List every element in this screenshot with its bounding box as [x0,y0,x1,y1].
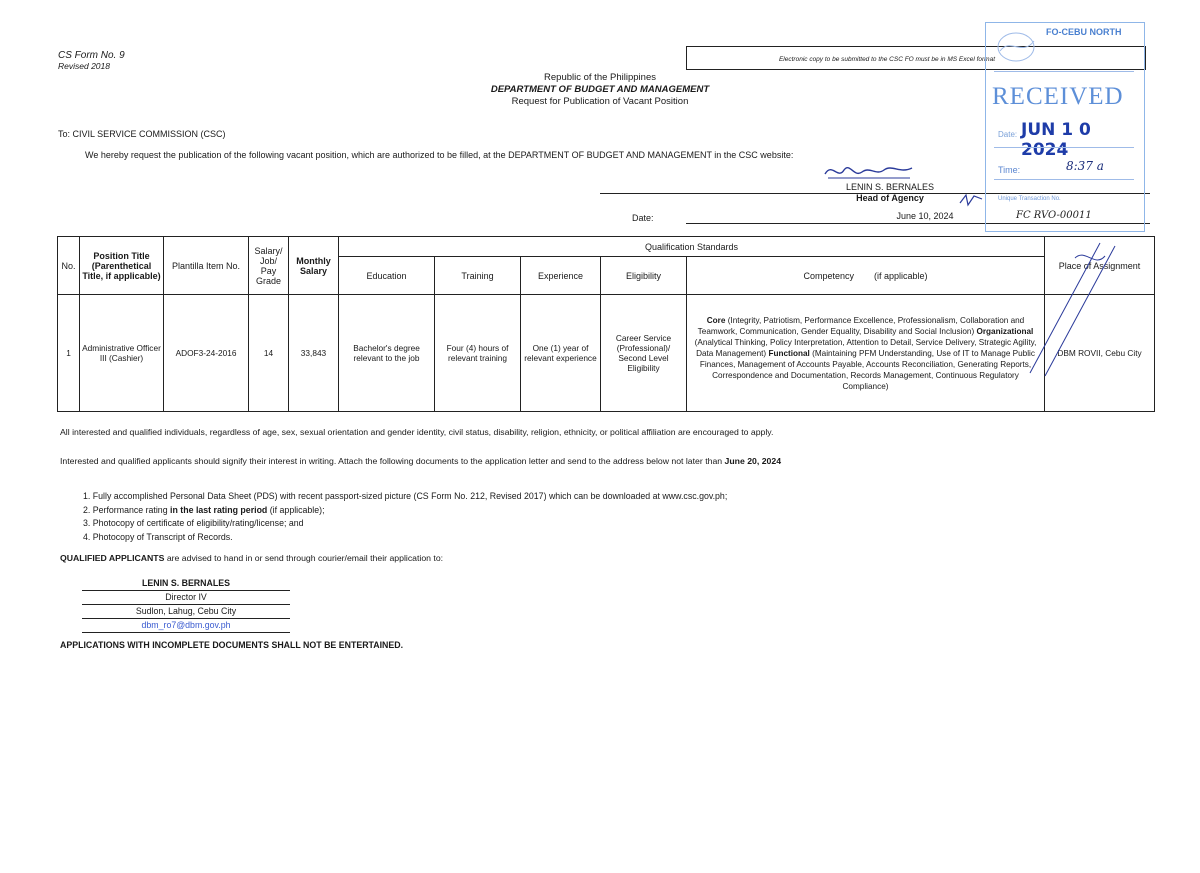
form-number [58,50,125,72]
addressee-line: To: CIVIL SERVICE COMMISSION (CSC) [58,129,226,139]
header-experience: Experience [521,257,601,295]
list-item: 3. Photocopy of certificate of eligibility/rating/license; and [83,518,304,528]
contact-block [82,577,290,633]
header-salary-grade: Salary/ Job/ Pay Grade [249,237,289,295]
qualified-applicants-text: are advised to hand in or send through courier/email their application to: [164,553,444,563]
requirement-2-post: (if applicable); [267,504,325,515]
row-place-of-assignment: DBM ROVII, Cebu City [1045,295,1155,412]
department-name: DEPARTMENT OF BUDGET AND MANAGEMENT [490,84,710,95]
equal-opportunity-notice: All interested and qualified individuals, regardless of age, sex, sexual orientation and gender identity, civil status, disability, religion, ethnicity, or political affiliation are encouraged to apply. [60,427,774,437]
list-item [83,504,727,518]
header-position-title: Position Title (Parenthetical Title, if applicable) [80,237,164,295]
signatory-title: Head of Agency [856,193,924,203]
incomplete-documents-notice: APPLICATIONS WITH INCOMPLETE DOCUMENTS SHALL NOT BE ENTERTAINED. [60,640,404,650]
competency-org-text: (Analytical Thinking, Policy Interpretation, Attention to Detail, Service Delivery, Strategic Agility, Data Management) [694,337,1037,358]
competency-org-label: Organizational [976,326,1034,336]
document-header [400,72,800,108]
application-notice-text: Interested and qualified applicants should signify their interest in writing. Attach the following documents to the application letter and send to the address below not later than [60,456,725,466]
date-label: Date: [632,213,654,223]
contact-position: Director IV [82,591,290,605]
qualified-applicants-note [60,553,443,563]
handwritten-strokes [1015,238,1125,378]
competency-core-label: Core [706,315,726,325]
qualified-applicants-label: QUALIFIED APPLICANTS [60,553,165,563]
requirement-2-bold: in the last rating period [170,504,268,515]
competency-func-text: (Maintaining PFM Understanding, Use of IT to Manage Public Finances, Management of Accounts Payable, Accounts Reconciliation, Generating Reports, Correspondence and Documentation, Records Management, Continuous Regulatory Compliance) [699,348,1035,391]
header-monthly-salary: Monthly Salary [289,237,339,295]
stamp-date-value: JUN 1 0 2024 [1021,120,1091,160]
row-training: Four (4) hours of relevant training [435,295,521,412]
stamp-divider [994,71,1134,72]
contact-name: LENIN S. BERNALES [82,577,290,591]
row-eligibility: Career Service (Professional)/ Second Level Eligibility [601,295,687,412]
document-subtitle: Request for Publication of Vacant Position [511,96,689,107]
competency-func-label: Functional [768,348,810,358]
signature-scribble [820,160,920,184]
list-item: 1. Fully accomplished Personal Data Sheet (PDS) with recent passport-sized picture (CS Form No. 212, Revised 2017) which can be downloaded at www.csc.gov.ph; [83,491,728,501]
header-competency-label: Competency [803,270,854,281]
row-experience: One (1) year of relevant experience [521,295,601,412]
header-education: Education [339,257,435,295]
signatory-name: LENIN S. BERNALES [845,182,935,192]
row-no: 1 [58,295,80,412]
stamp-utn-value: FC RVO-00011 [1016,210,1092,221]
competency-core-text: (Integrity, Patriotism, Performance Excellence, Professionalism, Collaboration and Teamwork, Communication, Gender Equality, Disability and Social Inclusion) [697,315,1025,336]
row-plantilla: ADOF3-24-2016 [164,295,249,412]
application-deadline: June 20, 2024 [724,456,782,466]
csc-logo-icon [994,27,1039,67]
republic-text: Republic of the Philippines [544,72,656,83]
table-row [58,295,1155,412]
row-monthly-salary: 33,843 [289,295,339,412]
initial-scribble [958,193,984,207]
header-place-of-assignment: Place of Assignment [1045,237,1155,295]
row-competency [687,295,1045,412]
contact-address: Sudlon, Lahug, Cebu City [82,605,290,619]
header-qualification-standards: Qualification Standards [339,237,1045,257]
request-text: We hereby request the publication of the following vacant position, which are authorized to be filled, at the DEPARTMENT OF BUDGET AND MANAGEMENT in the CSC website: [85,150,794,160]
header-no: No. [58,237,80,295]
stamp-date-label: Date: [998,130,1018,139]
row-education: Bachelor's degree relevant to the job [339,295,435,412]
stamp-divider [994,147,1134,148]
header-competency-note: (if applicable) [874,270,928,281]
electronic-copy-note: Electronic copy to be submitted to the CSC FO must be in MS Excel format [686,46,1146,70]
header-eligibility: Eligibility [601,257,687,295]
application-notice [60,456,781,466]
stamp-received: RECEIVED [992,83,1124,110]
header-competency [687,257,1045,295]
form-number-text: CS Form No. 9 [58,50,125,61]
requirement-2-pre: 2. Performance rating [83,504,171,515]
stamp-time-value: 8:37 a [1066,159,1104,173]
header-training: Training [435,257,521,295]
header-plantilla: Plantilla Item No. [164,237,249,295]
list-item: 4. Photocopy of Transcript of Records. [83,531,233,542]
row-position-title: Administrative Officer III (Cashier) [80,295,164,412]
requirements-list [83,490,727,544]
form-revised-text: Revised 2018 [58,61,110,71]
stamp-office: FO-CEBU NORTH [1046,27,1122,37]
vacancy-table [57,236,1155,412]
received-stamp [985,22,1145,232]
stamp-utn-label: Unique Transaction No. [998,196,1061,202]
stamp-time-label: Time: [998,165,1021,175]
row-salary-grade: 14 [249,295,289,412]
stamp-divider [994,179,1134,180]
date-value: June 10, 2024 [896,211,954,221]
contact-email-link[interactable]: dbm_ro7@dbm.gov.ph [82,619,290,633]
